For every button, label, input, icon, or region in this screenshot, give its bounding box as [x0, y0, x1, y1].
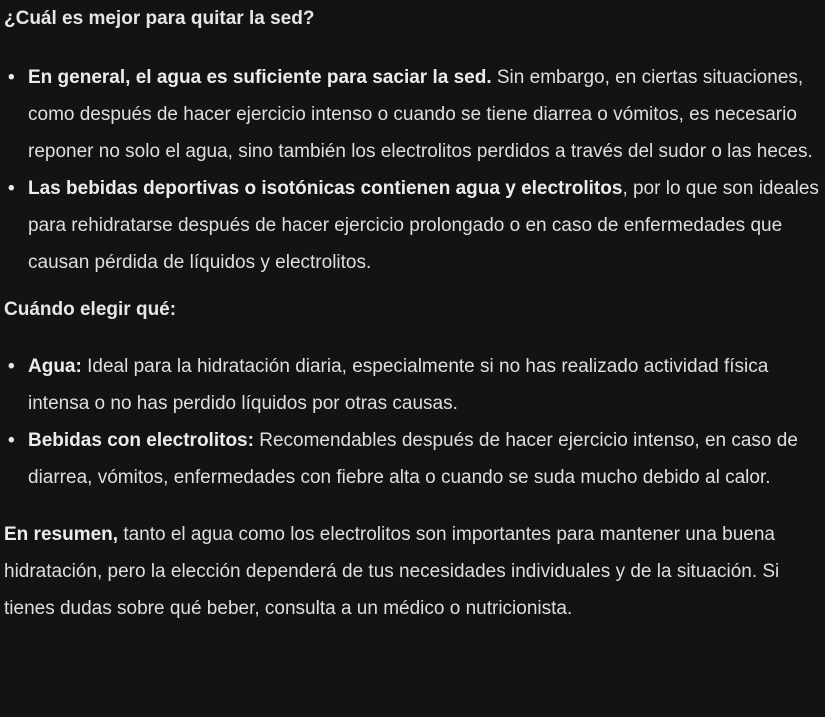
list-item-bold: En general, el agua es suficiente para saciar la sed. — [28, 67, 492, 88]
list-item-text: , por lo que son ideales para rehidratarse después de hacer ejercicio prolongado o en caso de enfermedades que causan pérdida de líquidos y electrolitos. — [28, 178, 819, 273]
bullet-marker: • — [8, 430, 15, 451]
list-item-bold: Bebidas con electrolitos: — [28, 430, 254, 451]
list-item-text: Recomendables después de hacer ejercicio intenso, en caso de diarrea, vómitos, enfermedades con fiebre alta o cuando se suda mucho debido al calor. — [28, 430, 798, 488]
list-item-bold: Agua: — [28, 356, 82, 377]
list-item — [4, 348, 819, 422]
heading-question: ¿Cuál es mejor para quitar la sed? — [4, 8, 315, 29]
response-content — [4, 0, 819, 627]
list-item-text: Sin embargo, en ciertas situaciones, como después de hacer ejercicio intenso o cuando se tiene diarrea o vómitos, es necesario reponer no solo el agua, sino también los electrolitos perdidos a través del sudor o las heces. — [28, 67, 813, 162]
list-item — [4, 59, 819, 170]
summary-paragraph — [4, 516, 819, 627]
summary-bold: En resumen, — [4, 524, 119, 545]
heading-when: Cuándo elegir qué: — [4, 299, 177, 320]
list-item — [4, 422, 819, 496]
bullet-marker: • — [8, 356, 15, 377]
summary-text: tanto el agua como los electrolitos son importantes para mantener una buena hidratación, pero la elección dependerá de tus necesidades individuales y de la situación. Si tienes dudas sobre qué beber, consulta a un médico o nutricionista. — [4, 524, 780, 619]
list-item — [4, 170, 819, 281]
list-item-bold: Las bebidas deportivas o isotónicas contienen agua y electrolitos — [28, 178, 623, 199]
bullet-list-choice — [4, 348, 819, 496]
list-item-text: Ideal para la hidratación diaria, especialmente si no has realizado actividad física intensa o no has perdido líquidos por otras causas. — [28, 356, 769, 414]
bullet-marker: • — [8, 67, 15, 88]
bullet-marker: • — [8, 178, 15, 199]
bullet-list-general — [4, 59, 819, 281]
